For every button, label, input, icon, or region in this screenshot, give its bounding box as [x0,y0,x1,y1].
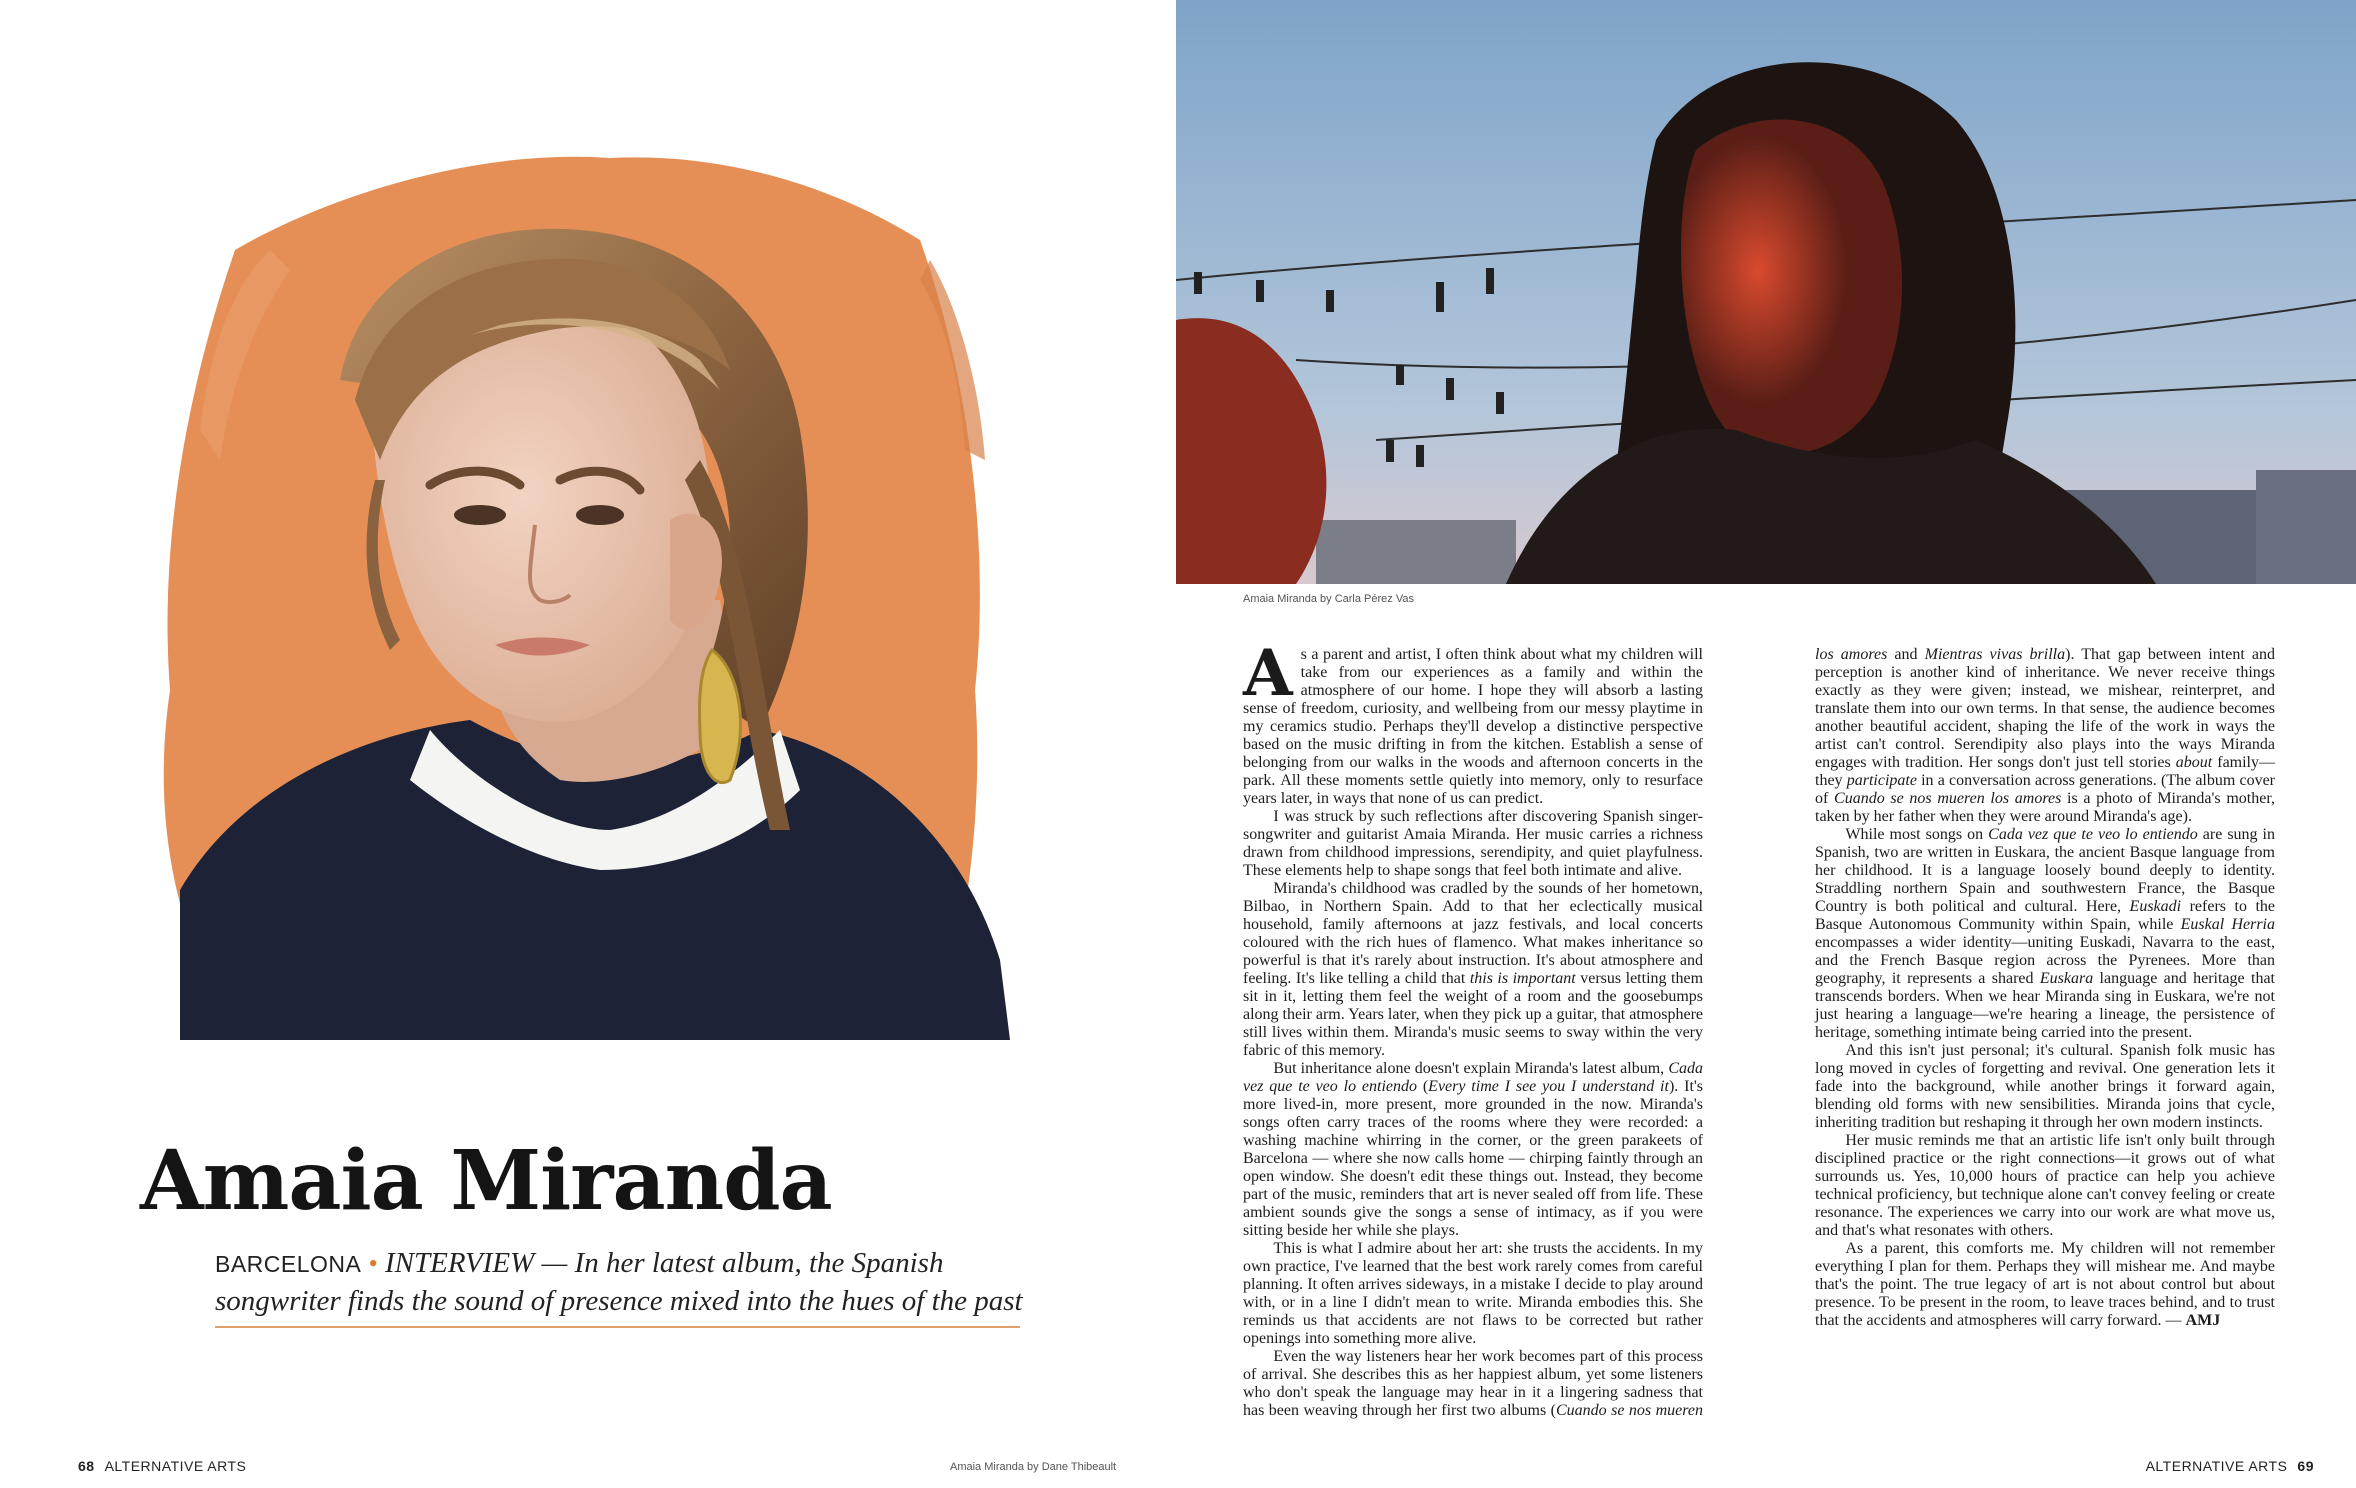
author-signature: AMJ [2185,1312,2221,1329]
folio-left [78,1458,246,1474]
folio-section: ALTERNATIVE ARTS [2145,1458,2288,1474]
portrait-photo [1176,0,2356,584]
dek-divider [215,1326,1020,1328]
paragraph: Her music reminds me that an artistic life isn't only built through disciplined practice or the right connections—it grows out of what surrounds us. Yes, 10,000 hours of practice can help you achieve technical proficiency, but technique alone can't convey feeling or create resonance. The experiences we carry into our work are what move us, and that's what resonates with others. [1815,1132,2275,1239]
dek-city: BARCELONA [215,1251,362,1277]
paragraph: Miranda's childhood was cradled by the sounds of her hometown, Bilbao, in Northern Spain. Add to that her eclectically musical household, family afternoons at jazz festivals, and local concerts coloured with the rich hues of flamenco. What makes inheritance so powerful is that it's rarely about instruction. It's about atmosphere and feeling. It's like telling a child that this is important versus letting them sit in it, letting them feel the weight of a room and the goosebumps along their arm. Years later, when they pick up a guitar, that atmosphere still lives within them. Miranda's music seems to sway within the very fabric of this memory. [1243,880,1704,1059]
illustration-credit: Amaia Miranda by Dane Thibeault [950,1461,1117,1473]
article-dek [215,1245,1035,1320]
dek-separator: • [368,1249,378,1278]
paragraph: Even the way listeners hear her work becomes part of this process of arrival. She describes this as her happiest album, yet some listeners who don't speak the language may hear in it a lingering sadness that has been weaving through her first two albums (Cuando se nos mueren los amores and Mientras vivas brilla). That gap between intent and perception is another kind of inheritance. We never receive things exactly as they were given; instead, we mishear, reinterpret, and translate them into our own terms. In that sense, the audience becomes another beautiful accident, shaping the life of the work in ways the artist can't control. Serendipity also plays into the ways Miranda engages with tradition. Her songs don't just tell stories about family—they participate in a conversation across generations. (The album cover of Cuando se nos mueren los amores is a photo of Miranda's mother, taken by her father when they were around Miranda's age). [1243,646,2276,1419]
folio-section: ALTERNATIVE ARTS [104,1458,247,1474]
paragraph: As a parent, this comforts me. My children will not remember everything I plan for them. Perhaps they will mishear me. And maybe that's the point. The true legacy of art is not about control but about presence. To be present in the room, to leave traces behind, and to trust that the accidents and atmospheres will carry forward. — AMJ [1815,1240,2275,1329]
paragraph: This is what I admire about her art: she trusts the accidents. In my own practice, I've learned that the best work rarely comes from careful planning. It often arrives sideways, in a mistake I decide to play around with, or in a line I didn't mean to write. Miranda embodies this. She reminds us that accidents are not flaws to be corrected but rather openings into something more alive. [1243,1240,1703,1347]
paragraph: And this isn't just personal; it's cultural. Spanish folk music has long moved in cycles of forgetting and revival. One generation lets it fade into the background, while another brings it forward again, blending old forms with new sensibilities. Miranda joins that cycle, inheriting tradition but reshaping it through her own modern instincts. [1815,1042,2275,1131]
folio-right [2146,1458,2314,1474]
folio-page-number: 69 [2297,1458,2314,1474]
portrait-illustration [140,130,1070,1120]
drop-cap: A [1243,636,1293,711]
paragraph: While most songs on Cada vez que te veo lo entiendo are sung in Spanish, two are written in Euskara, the ancient Basque language from her childhood. It is a language loosely bound deeply to identity. Straddling northern Spain and southwestern France, the Basque Country is both political and cultural. Here, Euskadi refers to the Basque Autonomous Community within Spain, while Euskal Herria encompasses a wider identity—uniting Euskadi, Navarra to the east, and the French Basque region across the Pyrenees. More than geography, it represents a shared Euskara language and heritage that transcends borders. When we hear Miranda sing in Euskara, we're not just hearing a language—we're hearing a lineage, the persistence of heritage, something intimate being carried into the present. [1815,826,2276,1041]
article-body [1243,636,2276,1426]
paragraph: I was struck by such reflections after discovering Spanish singer-songwriter and guitarist Amaia Miranda. Her music carries a richness drawn from childhood impressions, serendipity, and quiet playfulness. These elements help to shape songs that feel both intimate and alive. [1243,808,1703,879]
paragraph: As a parent and artist, I often think about what my children will take from our experiences as a family and within the atmosphere of our home. I hope they will absorb a lasting sense of freedom, curiosity, and wellbeing from our messy playtime in my ceramics studio. Perhaps they'll develop a distinctive perspective based on the music drifting in from the kitchen. Establish a sense of belonging from our walks in the woods and afternoon concerts in the park. All these moments settle quietly into memory, only to resurface years later, in ways that none of us can predict. [1243,636,1703,807]
folio-page-number: 68 [78,1458,95,1474]
photo-credit: Amaia Miranda by Carla Pérez Vas [1243,593,1414,605]
dek-kicker: INTERVIEW — [384,1247,568,1279]
article-headline: Amaia Miranda [140,1133,832,1229]
paragraph: But inheritance alone doesn't explain Miranda's latest album, Cada vez que te veo lo entiendo (Every time I see you I understand it). It's more lived-in, more present, more grounded in the now. Miranda's songs often carry traces of the rooms where they were recorded: a washing machine whirring in the corner, or the green parakeets of Barcelona — where she now calls home — chirping faintly through an open window. She doesn't edit these things out. Instead, they become part of the music, reminders that art is never sealed off from life. These ambient sounds give the songs a sense of intimacy, as if you were sitting beside her while she plays. [1243,1060,1703,1239]
dek-standfirst: In her latest album, the Spanish songwriter finds the sound of presence mixed into the hues of the past [215,1247,1023,1317]
